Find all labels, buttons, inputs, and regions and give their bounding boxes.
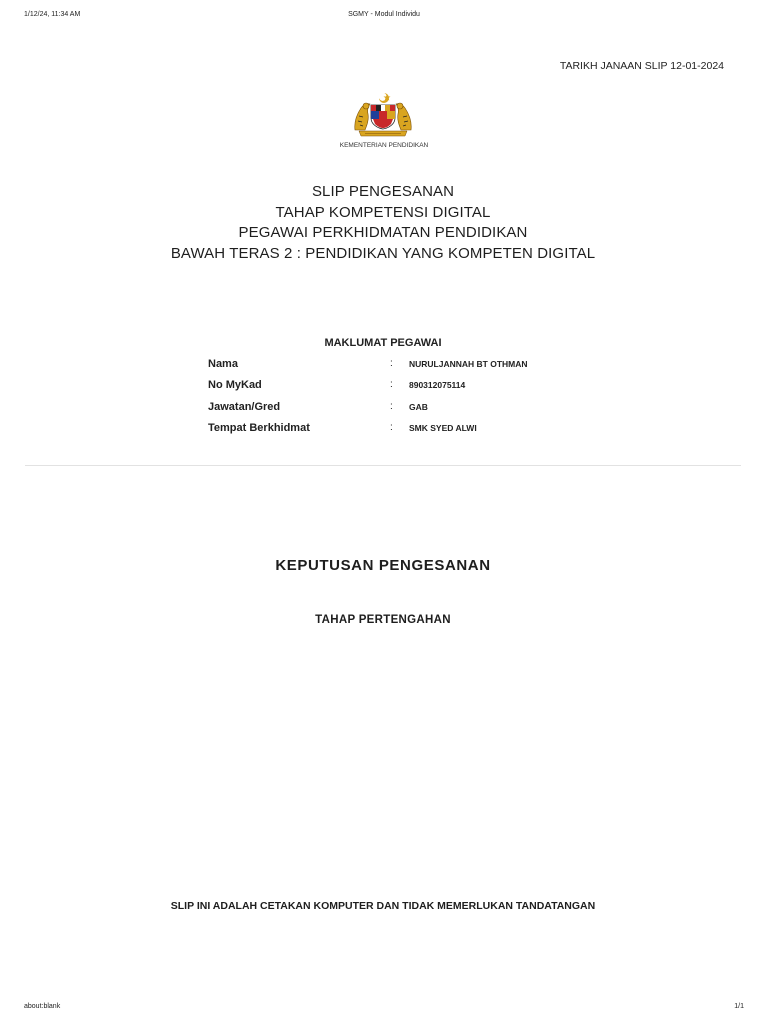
malaysia-coat-of-arms-icon bbox=[351, 92, 415, 138]
decision-title: KEPUTUSAN PENGESANAN bbox=[275, 557, 491, 574]
print-datetime: 1/12/24, 11:34 AM bbox=[24, 11, 81, 18]
info-label: Jawatan/Gred bbox=[208, 400, 281, 413]
employee-info-table bbox=[208, 358, 588, 443]
info-separator: : bbox=[390, 379, 393, 391]
info-separator: : bbox=[390, 358, 393, 369]
decision-level: TAHAP PERTENGAHAN bbox=[315, 614, 451, 626]
info-label: Nama bbox=[208, 358, 238, 370]
info-row-position bbox=[208, 401, 588, 422]
info-row-workplace bbox=[208, 422, 588, 443]
info-label: No MyKad bbox=[208, 379, 262, 392]
ministry-name: KEMENTERIAN PENDIDIKAN bbox=[339, 142, 429, 149]
info-value: GAB bbox=[409, 401, 428, 412]
info-value: NURULJANNAH BT OTHMAN bbox=[409, 359, 528, 369]
info-separator: : bbox=[390, 400, 393, 412]
print-page-title: SGMY - Modul Individu bbox=[348, 11, 420, 18]
slip-title-line: SLIP PENGESANAN bbox=[311, 183, 455, 200]
info-value: SMK SYED ALWI bbox=[409, 422, 477, 433]
print-page-count: 1/1 bbox=[734, 1003, 744, 1010]
slip-title-line: PEGAWAI PERKHIDMATAN PENDIDIKAN bbox=[238, 224, 528, 242]
computer-generated-note: SLIP INI ADALAH CETAKAN KOMPUTER DAN TIDAK MEMERLUKAN TANDATANGAN bbox=[170, 900, 596, 912]
slip-title-line: TAHAP KOMPETENSI DIGITAL bbox=[275, 203, 491, 221]
employee-info-heading: MAKLUMAT PEGAWAI bbox=[324, 337, 442, 349]
info-label: Tempat Berkhidmat bbox=[208, 421, 310, 434]
info-value: 890312075114 bbox=[409, 380, 466, 391]
slip-generation-date: TARIKH JANAAN SLIP 12-01-2024 bbox=[559, 60, 724, 72]
print-url: about:blank bbox=[24, 1003, 61, 1010]
info-row-mykad bbox=[208, 379, 588, 400]
info-separator: : bbox=[390, 421, 393, 433]
slip-title-block bbox=[0, 182, 766, 265]
section-divider bbox=[25, 465, 741, 466]
slip-title-line: BAWAH TERAS 2 : PENDIDIKAN YANG KOMPETEN DIGITAL bbox=[170, 245, 596, 263]
info-row-name bbox=[208, 358, 588, 379]
